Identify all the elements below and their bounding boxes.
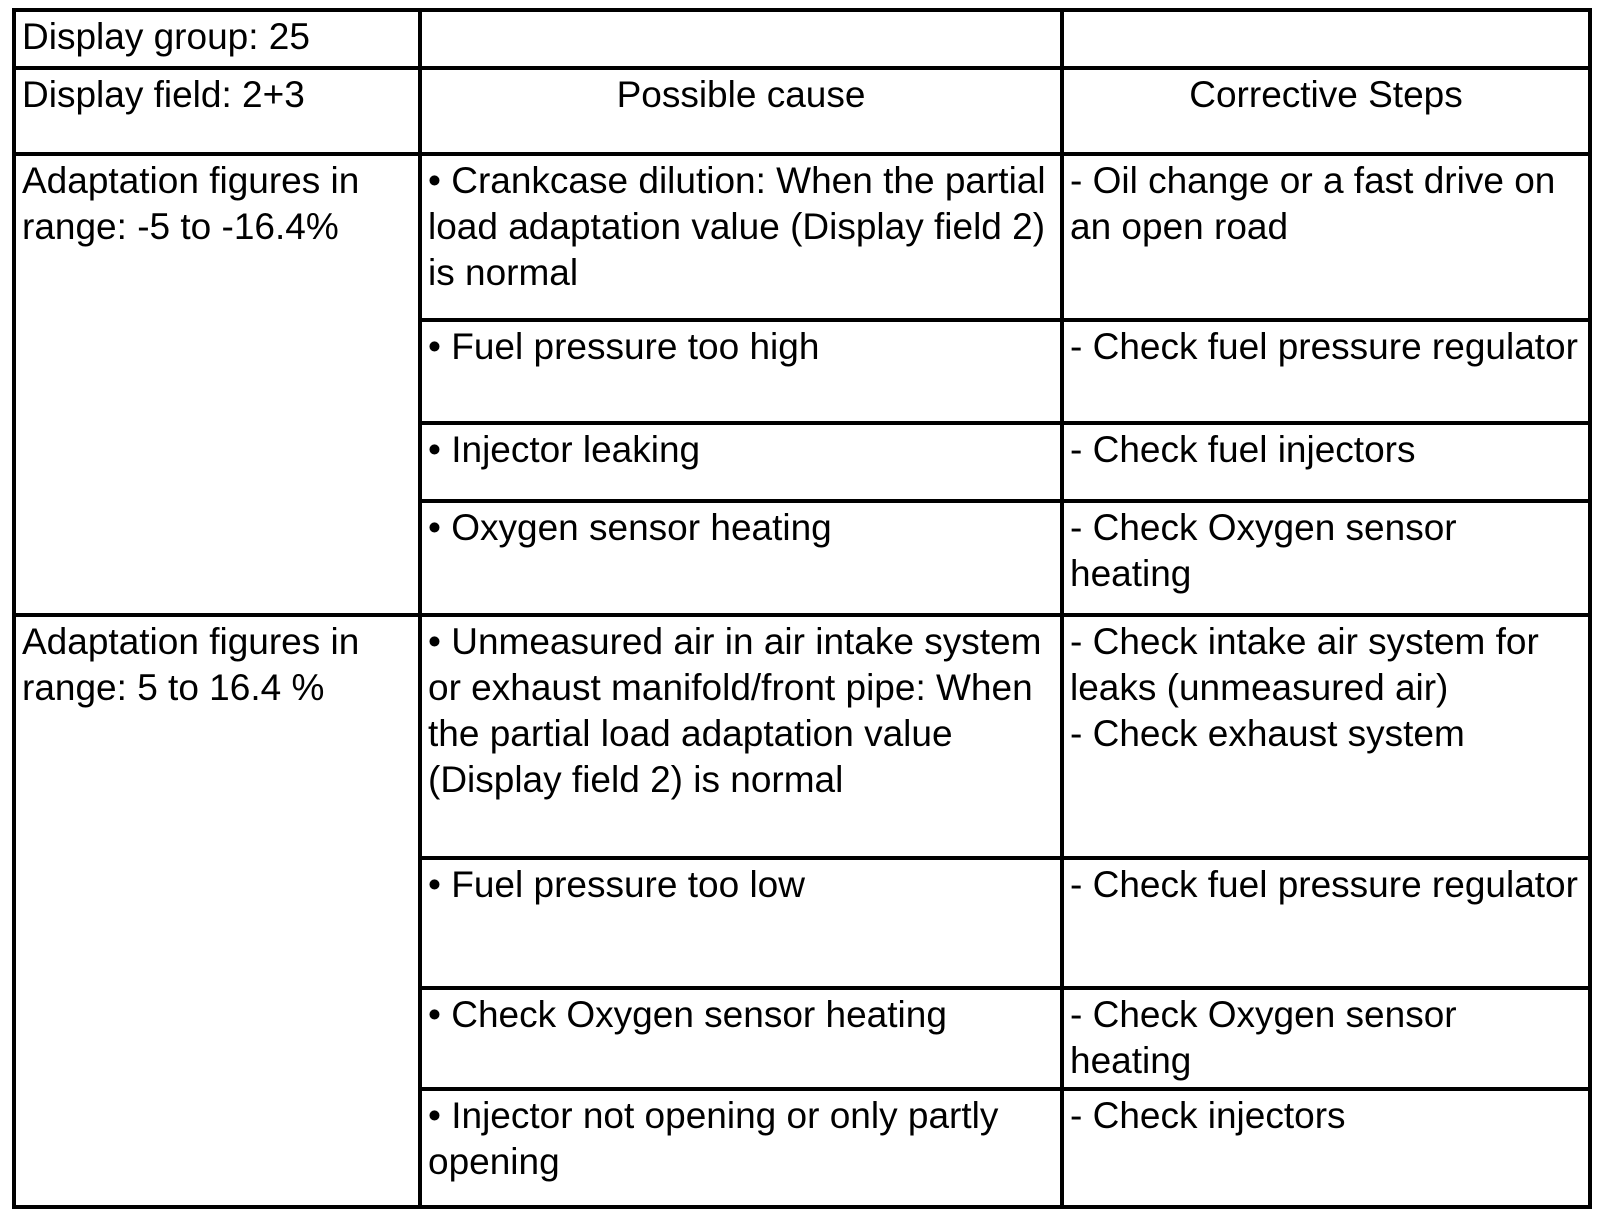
cause-cell: • Unmeasured air in air intake system or exhaust manifold/front pipe: When the partial load adaptation value (Display field 2) is normal <box>420 615 1062 858</box>
condition-cell: Adaptation figures in range: -5 to -16.4% <box>14 154 420 615</box>
steps-cell <box>1062 154 1590 320</box>
cause-cell: • Check Oxygen sensor heating <box>420 988 1062 1089</box>
step-line: - Check fuel pressure regulator <box>1070 326 1578 367</box>
cause-cell: • Injector leaking <box>420 423 1062 501</box>
step-line: - Check exhaust system <box>1070 713 1465 754</box>
table-row <box>14 615 1590 858</box>
column-header-corrective-steps: Corrective Steps <box>1062 68 1590 154</box>
steps-cell <box>1062 858 1590 988</box>
step-line: - Check injectors <box>1070 1095 1346 1136</box>
table-row-column-headers <box>14 68 1590 154</box>
step-line: - Check Oxygen sensor heating <box>1070 994 1457 1081</box>
cause-cell: • Oxygen sensor heating <box>420 501 1062 615</box>
steps-cell <box>1062 615 1590 858</box>
step-line: - Check fuel injectors <box>1070 429 1416 470</box>
step-line: - Check Oxygen sensor heating <box>1070 507 1457 594</box>
condition-cell: Adaptation figures in range: 5 to 16.4 % <box>14 615 420 1207</box>
display-field-label: Display field: 2+3 <box>14 68 420 154</box>
diagnostic-table <box>12 8 1592 1209</box>
steps-cell <box>1062 423 1590 501</box>
step-line: - Check fuel pressure regulator <box>1070 864 1578 905</box>
cause-cell: • Injector not opening or only partly opening <box>420 1089 1062 1207</box>
table-row <box>14 154 1590 320</box>
cause-cell: • Fuel pressure too low <box>420 858 1062 988</box>
display-group-label: Display group: 25 <box>14 10 420 68</box>
empty-header-cell <box>1062 10 1590 68</box>
empty-header-cell <box>420 10 1062 68</box>
column-header-possible-cause: Possible cause <box>420 68 1062 154</box>
steps-cell <box>1062 501 1590 615</box>
step-line: - Oil change or a fast drive on an open road <box>1070 160 1556 247</box>
step-line: - Check intake air system for leaks (unmeasured air) <box>1070 621 1539 708</box>
cause-cell: • Crankcase dilution: When the partial load adaptation value (Display field 2) is normal <box>420 154 1062 320</box>
table-row-display-group <box>14 10 1590 68</box>
steps-cell <box>1062 988 1590 1089</box>
steps-cell <box>1062 320 1590 423</box>
steps-cell <box>1062 1089 1590 1207</box>
cause-cell: • Fuel pressure too high <box>420 320 1062 423</box>
